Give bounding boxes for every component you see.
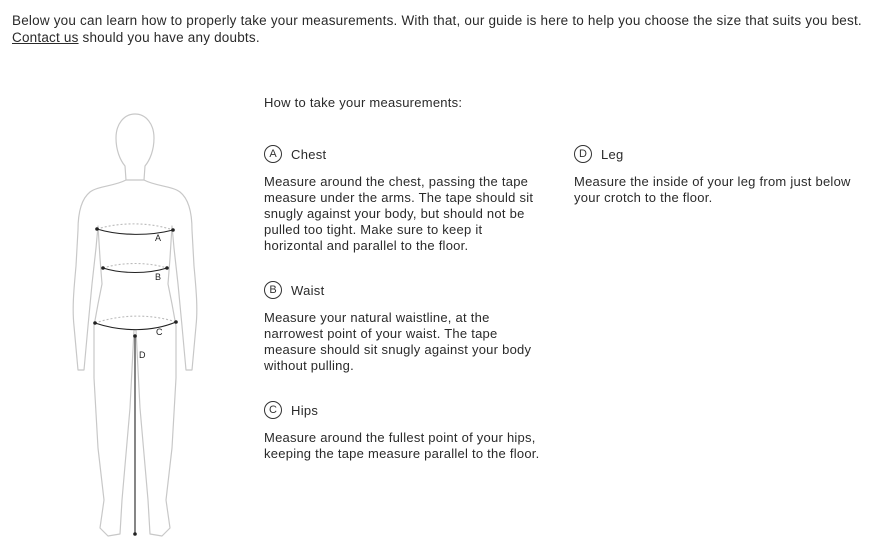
hips-letter-badge: C — [264, 401, 282, 419]
leg-tape-dot-top — [133, 334, 137, 338]
waist-tape-back — [103, 264, 167, 269]
waist-tape-dot-right — [165, 266, 169, 270]
chest-tape-line — [97, 229, 173, 234]
hips-tape-back — [95, 316, 176, 323]
waist-letter-badge: B — [264, 281, 282, 299]
hips-tape-line — [95, 322, 176, 330]
waist-description: Measure your natural waistline, at the narrowest point of your waist. The tape measure should sit snugly against your body without pulling. — [264, 310, 532, 373]
intro-text — [12, 13, 862, 46]
hips-tape-dot-right — [174, 320, 178, 324]
intro-line-2-rest: should you have any doubts. — [78, 29, 260, 45]
chest-description: Measure around the chest, passing the tape measure under the arms. The tape should sit snugly against your body, but should not be pulled too tight. Make sure to keep it horizontal and parallel to the floor. — [264, 174, 534, 253]
chest-letter-badge: A — [264, 145, 282, 163]
how-to-title: How to take your measurements: — [264, 95, 463, 110]
figure-label-d: D — [139, 350, 146, 360]
hips-title: Hips — [291, 402, 319, 418]
measurement-chest-header — [264, 143, 544, 165]
figure-label-b: B — [155, 272, 162, 282]
waist-title: Waist — [291, 282, 325, 298]
chest-tape-dot-left — [95, 227, 99, 231]
contact-us-link[interactable]: Contact us — [12, 29, 79, 45]
measurement-waist-header — [264, 279, 544, 301]
leg-title: Leg — [601, 146, 624, 162]
measurement-leg — [574, 143, 864, 206]
measurement-hips — [264, 399, 544, 462]
intro-line-2 — [12, 30, 862, 47]
measurement-chest — [264, 143, 544, 254]
body-measurement-figure — [60, 108, 210, 544]
waist-tape-dot-left — [101, 266, 105, 270]
measurement-hips-header — [264, 399, 544, 421]
chest-tape-back — [97, 224, 173, 230]
chest-tape-dot-right — [171, 228, 175, 232]
hips-description: Measure around the fullest point of your hips, keeping the tape measure parallel to the floor. — [264, 430, 540, 461]
figure-label-c: C — [156, 327, 163, 337]
measurement-leg-header — [574, 143, 864, 165]
measurement-waist — [264, 279, 544, 374]
chest-title: Chest — [291, 146, 327, 162]
intro-line: Below you can learn how to properly take your measurements. With that, our guide is here to help you choose the size that suits you best. — [12, 13, 862, 28]
figure-head — [116, 114, 154, 180]
hips-tape-dot-left — [93, 321, 97, 325]
leg-description: Measure the inside of your leg from just below your crotch to the floor. — [574, 174, 851, 205]
leg-letter-badge: D — [574, 145, 592, 163]
figure-label-a: A — [155, 233, 162, 243]
leg-tape-dot-bottom — [133, 532, 137, 536]
